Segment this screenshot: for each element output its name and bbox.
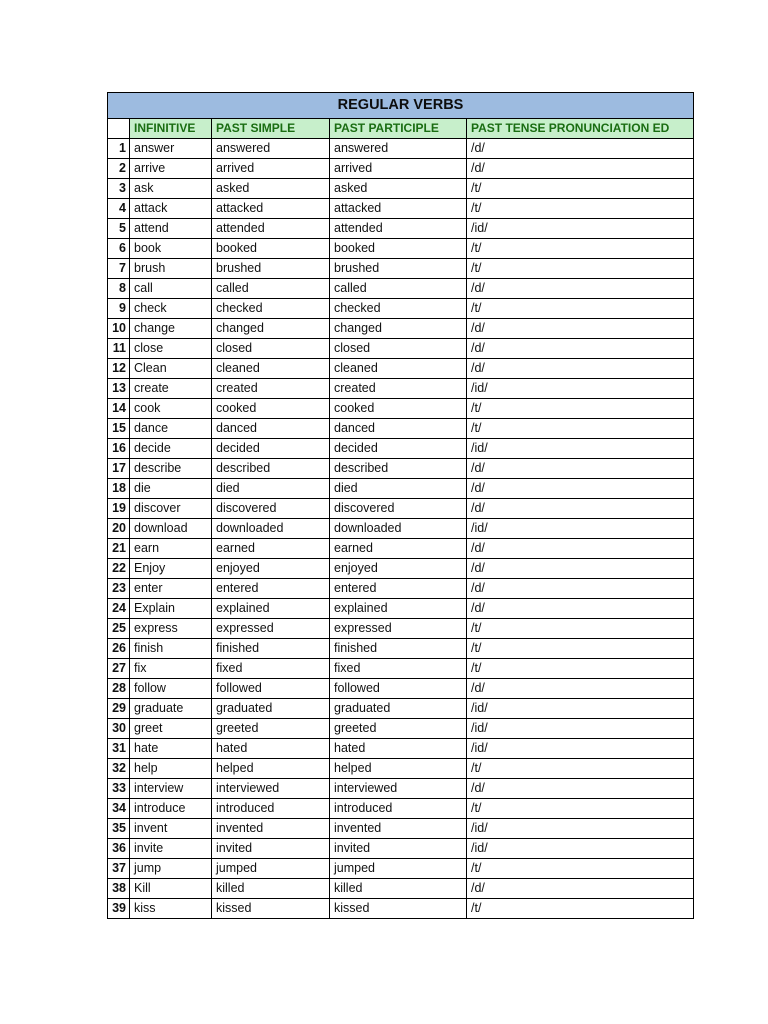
pronunciation-cell: /id/ (467, 379, 694, 399)
past-simple-cell: downloaded (212, 519, 330, 539)
past-participle-cell: downloaded (330, 519, 467, 539)
row-number: 25 (108, 619, 130, 639)
past-participle-cell: answered (330, 139, 467, 159)
infinitive-cell: book (130, 239, 212, 259)
row-number: 2 (108, 159, 130, 179)
past-participle-cell: earned (330, 539, 467, 559)
past-participle-cell: enjoyed (330, 559, 467, 579)
table-row (108, 879, 694, 899)
infinitive-cell: Kill (130, 879, 212, 899)
past-participle-cell: introduced (330, 799, 467, 819)
past-simple-cell: entered (212, 579, 330, 599)
table-row (108, 619, 694, 639)
table-row (108, 519, 694, 539)
infinitive-cell: Enjoy (130, 559, 212, 579)
past-simple-cell: fixed (212, 659, 330, 679)
table-row (108, 499, 694, 519)
past-participle-cell: finished (330, 639, 467, 659)
past-participle-cell: graduated (330, 699, 467, 719)
past-simple-cell: greeted (212, 719, 330, 739)
pronunciation-cell: /id/ (467, 699, 694, 719)
past-simple-cell: created (212, 379, 330, 399)
past-participle-cell: described (330, 459, 467, 479)
pronunciation-cell: /d/ (467, 339, 694, 359)
pronunciation-cell: /d/ (467, 479, 694, 499)
past-participle-cell: asked (330, 179, 467, 199)
row-number: 17 (108, 459, 130, 479)
infinitive-cell: jump (130, 859, 212, 879)
infinitive-cell: enter (130, 579, 212, 599)
table-row (108, 759, 694, 779)
verb-rows (108, 139, 694, 919)
past-participle-cell: danced (330, 419, 467, 439)
table-row (108, 259, 694, 279)
pronunciation-cell: /t/ (467, 399, 694, 419)
infinitive-cell: cook (130, 399, 212, 419)
past-participle-cell: followed (330, 679, 467, 699)
infinitive-cell: fix (130, 659, 212, 679)
infinitive-cell: create (130, 379, 212, 399)
past-participle-cell: died (330, 479, 467, 499)
table-row (108, 799, 694, 819)
infinitive-cell: Clean (130, 359, 212, 379)
past-simple-cell: hated (212, 739, 330, 759)
past-participle-cell: fixed (330, 659, 467, 679)
past-simple-cell: discovered (212, 499, 330, 519)
table-row (108, 219, 694, 239)
table-row (108, 679, 694, 699)
pronunciation-cell: /d/ (467, 599, 694, 619)
pronunciation-cell: /id/ (467, 719, 694, 739)
row-number: 7 (108, 259, 130, 279)
row-number: 23 (108, 579, 130, 599)
table-row (108, 839, 694, 859)
past-simple-cell: arrived (212, 159, 330, 179)
infinitive-cell: decide (130, 439, 212, 459)
past-participle-column-header: PAST PARTICIPLE (330, 119, 467, 139)
table-row (108, 199, 694, 219)
infinitive-cell: dance (130, 419, 212, 439)
past-participle-cell: killed (330, 879, 467, 899)
pronunciation-cell: /t/ (467, 859, 694, 879)
pronunciation-cell: /id/ (467, 519, 694, 539)
infinitive-cell: graduate (130, 699, 212, 719)
pronunciation-cell: /t/ (467, 899, 694, 919)
past-simple-cell: interviewed (212, 779, 330, 799)
table-row (108, 459, 694, 479)
table-row (108, 319, 694, 339)
table-row (108, 899, 694, 919)
table-row (108, 739, 694, 759)
past-simple-cell: answered (212, 139, 330, 159)
table-row (108, 379, 694, 399)
row-number: 31 (108, 739, 130, 759)
row-number: 13 (108, 379, 130, 399)
infinitive-cell: check (130, 299, 212, 319)
infinitive-column-header: INFINITIVE (130, 119, 212, 139)
past-simple-cell: asked (212, 179, 330, 199)
past-simple-cell: described (212, 459, 330, 479)
row-number: 36 (108, 839, 130, 859)
pronunciation-cell: /t/ (467, 239, 694, 259)
table-row (108, 179, 694, 199)
past-participle-cell: closed (330, 339, 467, 359)
table-row (108, 599, 694, 619)
column-header-row (108, 119, 694, 139)
pronunciation-cell: /t/ (467, 259, 694, 279)
past-participle-cell: invented (330, 819, 467, 839)
table-row (108, 239, 694, 259)
past-simple-cell: called (212, 279, 330, 299)
pronunciation-cell: /d/ (467, 319, 694, 339)
pronunciation-cell: /d/ (467, 539, 694, 559)
row-number: 24 (108, 599, 130, 619)
infinitive-cell: finish (130, 639, 212, 659)
past-simple-cell: changed (212, 319, 330, 339)
past-participle-cell: called (330, 279, 467, 299)
past-simple-cell: danced (212, 419, 330, 439)
past-simple-column-header: PAST SIMPLE (212, 119, 330, 139)
pronunciation-cell: /d/ (467, 779, 694, 799)
past-simple-cell: died (212, 479, 330, 499)
past-participle-cell: entered (330, 579, 467, 599)
row-number: 16 (108, 439, 130, 459)
number-column-header (108, 119, 130, 139)
infinitive-cell: greet (130, 719, 212, 739)
infinitive-cell: discover (130, 499, 212, 519)
pronunciation-column-header: PAST TENSE PRONUNCIATION ED (467, 119, 694, 139)
past-participle-cell: jumped (330, 859, 467, 879)
row-number: 11 (108, 339, 130, 359)
row-number: 22 (108, 559, 130, 579)
table-row (108, 279, 694, 299)
row-number: 32 (108, 759, 130, 779)
pronunciation-cell: /t/ (467, 619, 694, 639)
table-row (108, 539, 694, 559)
row-number: 38 (108, 879, 130, 899)
table-title: REGULAR VERBS (108, 93, 694, 119)
table-row (108, 559, 694, 579)
row-number: 37 (108, 859, 130, 879)
past-simple-cell: helped (212, 759, 330, 779)
infinitive-cell: express (130, 619, 212, 639)
row-number: 26 (108, 639, 130, 659)
pronunciation-cell: /d/ (467, 139, 694, 159)
past-simple-cell: expressed (212, 619, 330, 639)
pronunciation-cell: /d/ (467, 579, 694, 599)
pronunciation-cell: /t/ (467, 659, 694, 679)
table-row (108, 579, 694, 599)
past-participle-cell: interviewed (330, 779, 467, 799)
infinitive-cell: introduce (130, 799, 212, 819)
past-participle-cell: created (330, 379, 467, 399)
infinitive-cell: call (130, 279, 212, 299)
table-row (108, 299, 694, 319)
past-simple-cell: introduced (212, 799, 330, 819)
past-simple-cell: killed (212, 879, 330, 899)
row-number: 28 (108, 679, 130, 699)
pronunciation-cell: /d/ (467, 679, 694, 699)
table-row (108, 399, 694, 419)
pronunciation-cell: /d/ (467, 499, 694, 519)
past-simple-cell: closed (212, 339, 330, 359)
infinitive-cell: hate (130, 739, 212, 759)
infinitive-cell: invite (130, 839, 212, 859)
table-row (108, 659, 694, 679)
table-row (108, 699, 694, 719)
infinitive-cell: help (130, 759, 212, 779)
pronunciation-cell: /id/ (467, 739, 694, 759)
table-row (108, 719, 694, 739)
table-row (108, 359, 694, 379)
past-simple-cell: graduated (212, 699, 330, 719)
past-simple-cell: enjoyed (212, 559, 330, 579)
pronunciation-cell: /t/ (467, 639, 694, 659)
infinitive-cell: die (130, 479, 212, 499)
row-number: 34 (108, 799, 130, 819)
past-simple-cell: checked (212, 299, 330, 319)
past-participle-cell: cleaned (330, 359, 467, 379)
infinitive-cell: change (130, 319, 212, 339)
table-row (108, 639, 694, 659)
past-simple-cell: earned (212, 539, 330, 559)
row-number: 27 (108, 659, 130, 679)
regular-verbs-table (107, 92, 694, 919)
past-participle-cell: explained (330, 599, 467, 619)
pronunciation-cell: /t/ (467, 179, 694, 199)
past-simple-cell: finished (212, 639, 330, 659)
past-participle-cell: decided (330, 439, 467, 459)
pronunciation-cell: /t/ (467, 799, 694, 819)
past-participle-cell: attended (330, 219, 467, 239)
table-row (108, 479, 694, 499)
past-participle-cell: changed (330, 319, 467, 339)
infinitive-cell: download (130, 519, 212, 539)
row-number: 33 (108, 779, 130, 799)
past-simple-cell: jumped (212, 859, 330, 879)
infinitive-cell: arrive (130, 159, 212, 179)
infinitive-cell: attend (130, 219, 212, 239)
row-number: 9 (108, 299, 130, 319)
past-simple-cell: attended (212, 219, 330, 239)
row-number: 8 (108, 279, 130, 299)
table-row (108, 779, 694, 799)
infinitive-cell: close (130, 339, 212, 359)
pronunciation-cell: /id/ (467, 839, 694, 859)
pronunciation-cell: /id/ (467, 819, 694, 839)
past-participle-cell: arrived (330, 159, 467, 179)
pronunciation-cell: /id/ (467, 219, 694, 239)
table-row (108, 339, 694, 359)
past-simple-cell: followed (212, 679, 330, 699)
past-participle-cell: discovered (330, 499, 467, 519)
table-row (108, 859, 694, 879)
past-simple-cell: kissed (212, 899, 330, 919)
infinitive-cell: earn (130, 539, 212, 559)
row-number: 21 (108, 539, 130, 559)
past-participle-cell: kissed (330, 899, 467, 919)
pronunciation-cell: /d/ (467, 159, 694, 179)
title-row (108, 93, 694, 119)
infinitive-cell: answer (130, 139, 212, 159)
pronunciation-cell: /t/ (467, 759, 694, 779)
table-row (108, 819, 694, 839)
table-row (108, 419, 694, 439)
row-number: 4 (108, 199, 130, 219)
pronunciation-cell: /d/ (467, 459, 694, 479)
row-number: 18 (108, 479, 130, 499)
infinitive-cell: describe (130, 459, 212, 479)
row-number: 20 (108, 519, 130, 539)
past-simple-cell: attacked (212, 199, 330, 219)
past-participle-cell: brushed (330, 259, 467, 279)
infinitive-cell: attack (130, 199, 212, 219)
past-participle-cell: invited (330, 839, 467, 859)
pronunciation-cell: /t/ (467, 299, 694, 319)
row-number: 30 (108, 719, 130, 739)
pronunciation-cell: /t/ (467, 199, 694, 219)
past-participle-cell: checked (330, 299, 467, 319)
infinitive-cell: interview (130, 779, 212, 799)
infinitive-cell: follow (130, 679, 212, 699)
past-participle-cell: booked (330, 239, 467, 259)
past-participle-cell: hated (330, 739, 467, 759)
row-number: 10 (108, 319, 130, 339)
row-number: 5 (108, 219, 130, 239)
pronunciation-cell: /d/ (467, 559, 694, 579)
row-number: 15 (108, 419, 130, 439)
row-number: 39 (108, 899, 130, 919)
pronunciation-cell: /t/ (467, 419, 694, 439)
past-simple-cell: invented (212, 819, 330, 839)
infinitive-cell: kiss (130, 899, 212, 919)
pronunciation-cell: /d/ (467, 879, 694, 899)
row-number: 29 (108, 699, 130, 719)
row-number: 14 (108, 399, 130, 419)
row-number: 6 (108, 239, 130, 259)
pronunciation-cell: /d/ (467, 359, 694, 379)
past-participle-cell: attacked (330, 199, 467, 219)
past-simple-cell: booked (212, 239, 330, 259)
past-simple-cell: brushed (212, 259, 330, 279)
past-simple-cell: invited (212, 839, 330, 859)
row-number: 3 (108, 179, 130, 199)
row-number: 1 (108, 139, 130, 159)
table-row (108, 139, 694, 159)
infinitive-cell: ask (130, 179, 212, 199)
row-number: 19 (108, 499, 130, 519)
past-participle-cell: greeted (330, 719, 467, 739)
infinitive-cell: invent (130, 819, 212, 839)
infinitive-cell: brush (130, 259, 212, 279)
row-number: 35 (108, 819, 130, 839)
past-simple-cell: cooked (212, 399, 330, 419)
table-row (108, 439, 694, 459)
infinitive-cell: Explain (130, 599, 212, 619)
past-simple-cell: cleaned (212, 359, 330, 379)
table-row (108, 159, 694, 179)
pronunciation-cell: /id/ (467, 439, 694, 459)
past-participle-cell: expressed (330, 619, 467, 639)
past-participle-cell: cooked (330, 399, 467, 419)
past-simple-cell: decided (212, 439, 330, 459)
row-number: 12 (108, 359, 130, 379)
past-participle-cell: helped (330, 759, 467, 779)
pronunciation-cell: /d/ (467, 279, 694, 299)
past-simple-cell: explained (212, 599, 330, 619)
